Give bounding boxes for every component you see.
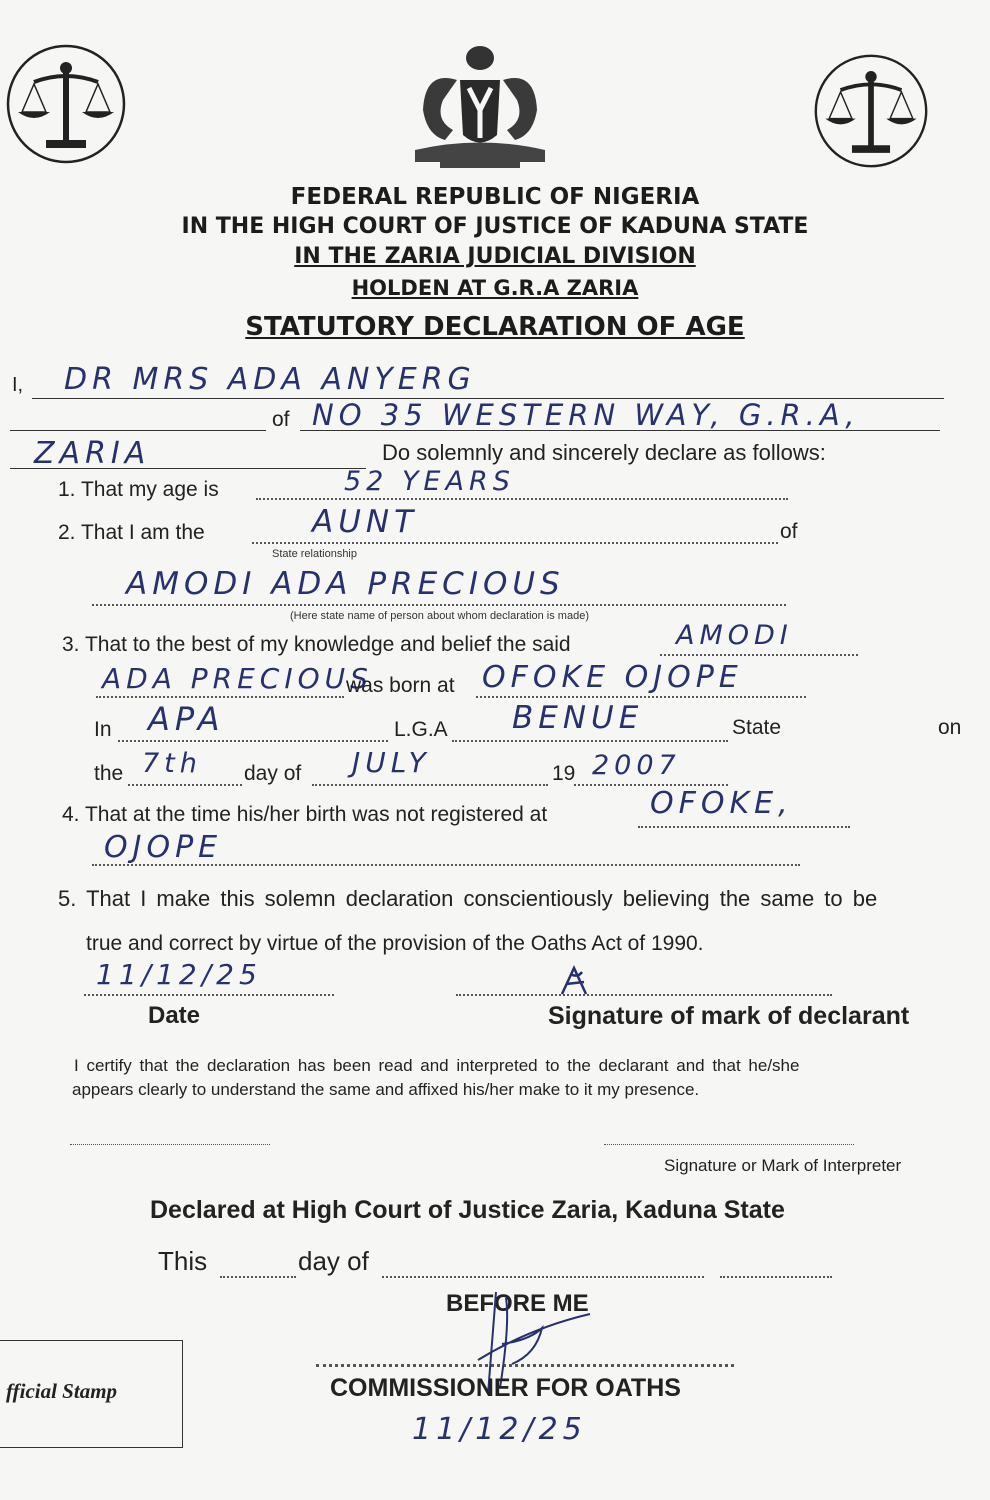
declare-text: Do solemnly and sincerely declare as follows: [382,440,826,465]
header-line-high-court: IN THE HIGH COURT OF JUSTICE OF KADUNA STATE [181,214,809,239]
item3-in-label: In [94,718,112,741]
item4-label: 4. That at the time his/her birth was not registered at [62,803,548,826]
item3-on-label: on [938,716,962,739]
declarant-signature-mark [556,964,596,998]
item3-birthplace: OFOKE OJOPE [482,660,743,695]
item3-year-prefix: 19 [552,762,576,785]
commissioner-date: 11/12/25 [412,1412,587,1447]
header-line-republic: FEDERAL REPUBLIC OF NIGERIA [290,184,700,210]
certify-line1: I certify that the declaration has been read and interpreted to the declarant and that he/she [74,1056,800,1075]
declarant-name: DR MRS ADA ANYERG [64,362,476,397]
of-label: of [272,408,290,431]
official-stamp-box [0,1340,183,1448]
item2-hint: State relationship [272,548,357,560]
day-of-label: day of [298,1246,369,1276]
declared-at: Declared at High Court of Justice Zaria, Kaduna State [150,1196,785,1224]
coat-of-arms-icon [405,40,555,170]
item3-state-value: BENUE [512,700,644,736]
item5-line2: true and correct by virtue of the provision of the Oaths Act of 1990. [86,932,704,955]
certify-line2: appears clearly to understand the same and affixed his/her make to it my presence. [72,1080,700,1099]
item3-label: 3. That to the best of my knowledge and belief the said [62,633,571,656]
item2-relationship: AUNT [312,504,419,540]
scales-of-justice-right-icon [812,52,930,170]
item3-month: JULY [352,746,431,779]
declaration-date: 11/12/25 [96,958,262,991]
interpreter-label: Signature or Mark of Interpreter [664,1156,902,1175]
scales-of-justice-left-icon [4,42,128,166]
item3-day-of-label: day of [244,762,302,785]
header-line-holden: HOLDEN AT G.R.A ZARIA [351,276,639,300]
item2-person-name: AMODI ADA PRECIOUS [126,566,565,602]
item4-place-line2: OJOPE [104,830,223,865]
item2-label: 2. That I am the [58,521,205,544]
before-me-label: BEFORE ME [446,1290,589,1317]
item3-day-value: 7th [142,748,202,779]
this-label: This [158,1246,208,1276]
item3-lga-value: APA [148,700,225,738]
date-label: Date [148,1002,201,1029]
item1-age: 52 YEARS [344,466,515,497]
declarant-address-line1: NO 35 WESTERN WAY, G.R.A, [312,398,860,432]
declarant-address-line2: ZARIA [34,436,151,471]
item5-line1: 5. That I make this solemn declaration conscientiously believing the same to be [58,886,878,911]
intro-prefix: I, [12,374,24,396]
item3-state-label: State [732,716,782,739]
item3-year: 2007 [592,750,681,781]
item3-name-part1: AMODI [676,620,793,651]
header-line-division: IN THE ZARIA JUDICIAL DIVISION [294,244,696,269]
item3-born-label: was born at [346,674,455,697]
item3-name-part2: ADA PRECIOUS [102,662,373,695]
item1-label: 1. That my age is [58,478,219,501]
official-stamp-label: fficial Stamp [6,1379,118,1403]
page-title: STATUTORY DECLARATION OF AGE [245,312,745,342]
item4-place-line1: OFOKE, [650,786,793,821]
signature-label: Signature of mark of declarant [548,1002,910,1030]
item3-the-label: the [94,762,124,785]
item3-lga-label: L.G.A [394,718,448,741]
item2-of: of [780,520,798,543]
commissioner-label: COMMISSIONER FOR OATHS [330,1374,681,1402]
item2-person-hint: (Here state name of person about whom declaration is made) [290,610,589,622]
